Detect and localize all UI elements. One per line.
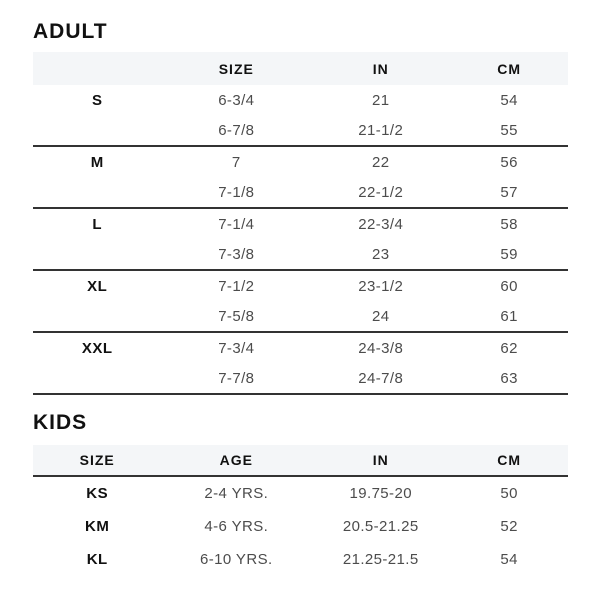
inches-cell: 23-1/2 bbox=[358, 277, 404, 295]
cm-cell: 54 bbox=[500, 551, 518, 568]
cm-cell: 59 bbox=[500, 245, 518, 263]
kids-table-header-row bbox=[33, 445, 568, 477]
age-cell: 2-4 YRS. bbox=[204, 485, 269, 502]
kids-header-size: SIZE bbox=[79, 452, 115, 468]
hat-size-cell: 7 bbox=[231, 153, 241, 171]
table-row bbox=[33, 510, 568, 543]
kids-header-cm: CM bbox=[497, 452, 522, 468]
adult-header-cm: CM bbox=[497, 60, 522, 77]
table-row bbox=[33, 333, 568, 363]
inches-cell: 21 bbox=[371, 91, 390, 109]
cm-cell: 50 bbox=[500, 485, 518, 502]
size-label: L bbox=[92, 215, 103, 233]
size-label: M bbox=[90, 153, 104, 171]
table-row bbox=[33, 301, 568, 331]
hat-size-cell: 7-7/8 bbox=[218, 369, 255, 387]
kids-header-in: IN bbox=[372, 452, 389, 468]
size-label: XL bbox=[87, 277, 108, 295]
age-cell: 4-6 YRS. bbox=[204, 518, 269, 535]
table-row bbox=[33, 239, 568, 269]
adult-table-header-row bbox=[33, 52, 568, 85]
size-label: S bbox=[91, 91, 103, 109]
inches-cell: 20.5-21.25 bbox=[342, 518, 419, 535]
cm-cell: 60 bbox=[500, 277, 518, 295]
inches-cell: 24-3/8 bbox=[358, 339, 404, 357]
inches-cell: 21.25-21.5 bbox=[342, 551, 419, 568]
kids-section-title: KIDS bbox=[33, 411, 88, 434]
adult-size-group-xl bbox=[33, 271, 568, 333]
table-row bbox=[33, 363, 568, 393]
hat-size-cell: 7-1/8 bbox=[218, 183, 255, 201]
hat-size-cell: 7-5/8 bbox=[218, 307, 255, 325]
hat-size-cell: 6-7/8 bbox=[218, 121, 255, 139]
age-cell: 6-10 YRS. bbox=[200, 551, 273, 568]
cm-cell: 63 bbox=[500, 369, 518, 387]
hat-size-cell: 7-1/2 bbox=[218, 277, 255, 295]
size-label: XXL bbox=[81, 339, 113, 357]
inches-cell: 24 bbox=[371, 307, 390, 325]
size-label: KM bbox=[85, 518, 110, 535]
cm-cell: 58 bbox=[500, 215, 518, 233]
cm-cell: 57 bbox=[500, 183, 518, 201]
hat-size-cell: 7-3/4 bbox=[218, 339, 255, 357]
kids-size-table bbox=[33, 445, 568, 576]
hat-size-cell: 6-3/4 bbox=[218, 91, 255, 109]
cm-cell: 55 bbox=[500, 121, 518, 139]
inches-cell: 23 bbox=[371, 245, 390, 263]
cm-cell: 52 bbox=[500, 518, 518, 535]
inches-cell: 22-3/4 bbox=[358, 215, 404, 233]
inches-cell: 22 bbox=[371, 153, 390, 171]
adult-section-title: ADULT bbox=[33, 20, 108, 43]
size-label: KS bbox=[86, 485, 109, 502]
inches-cell: 21-1/2 bbox=[358, 121, 404, 139]
adult-header-size: SIZE bbox=[218, 60, 254, 77]
table-row bbox=[33, 477, 568, 510]
hat-size-cell: 7-1/4 bbox=[218, 215, 255, 233]
inches-cell: 22-1/2 bbox=[358, 183, 404, 201]
table-row bbox=[33, 177, 568, 207]
inches-cell: 19.75-20 bbox=[349, 485, 412, 502]
table-row bbox=[33, 543, 568, 576]
adult-size-group-s bbox=[33, 85, 568, 147]
cm-cell: 61 bbox=[500, 307, 518, 325]
table-row bbox=[33, 209, 568, 239]
kids-header-age: AGE bbox=[219, 452, 253, 468]
size-label: KL bbox=[86, 551, 108, 568]
adult-size-group-l bbox=[33, 209, 568, 271]
table-row bbox=[33, 85, 568, 115]
adult-size-group-xxl bbox=[33, 333, 568, 395]
cm-cell: 56 bbox=[500, 153, 518, 171]
adult-size-group-m bbox=[33, 147, 568, 209]
cm-cell: 54 bbox=[500, 91, 518, 109]
adult-header-in: IN bbox=[372, 60, 389, 77]
table-row bbox=[33, 147, 568, 177]
table-row bbox=[33, 271, 568, 301]
table-row bbox=[33, 115, 568, 145]
adult-size-table bbox=[33, 52, 568, 395]
hat-size-cell: 7-3/8 bbox=[218, 245, 255, 263]
cm-cell: 62 bbox=[500, 339, 518, 357]
inches-cell: 24-7/8 bbox=[358, 369, 404, 387]
